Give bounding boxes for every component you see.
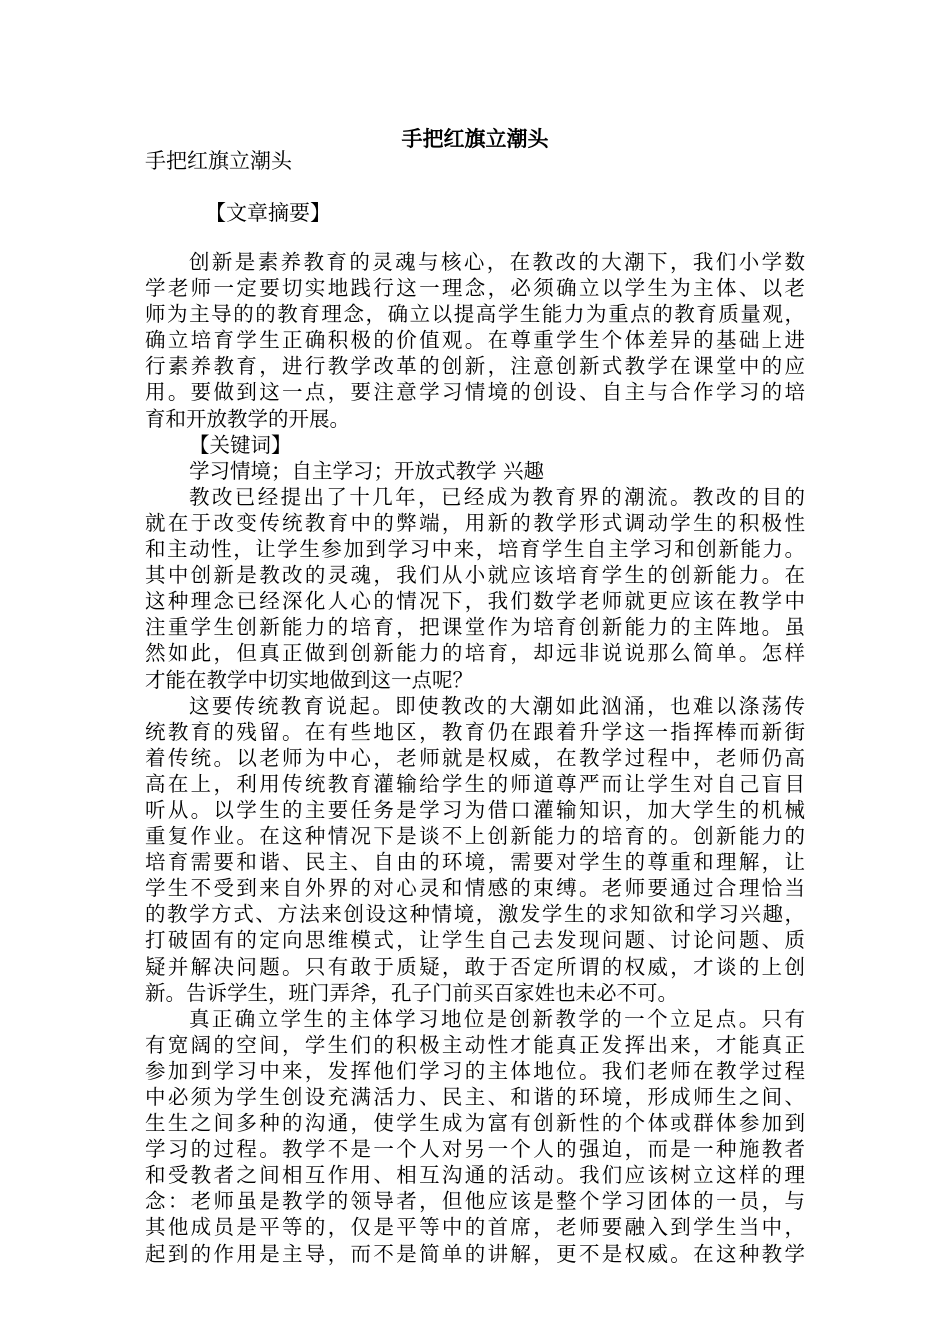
text-line: 创新是素养教育的灵魂与核心，在教改的大潮下，我们小学数 [189, 250, 805, 274]
text-line: 起到的作用是主导，而不是简单的讲解，更不是权威。在这种教学 [145, 1241, 805, 1266]
text-line: 这要传统教育说起。即使教改的大潮如此汹涌，也难以涤荡传 [189, 693, 805, 718]
text-line: 真正确立学生的主体学习地位是创新教学的一个立足点。只有 [189, 1006, 805, 1031]
text-line: 学老师一定要切实地践行这一理念，必须确立以学生为主体、以老 [145, 276, 805, 301]
text-line: 疑并解决问题。只有敢于质疑，敢于否定所谓的权威，才谈的上创 [145, 954, 805, 979]
text-line: 用。要做到这一点，要注意学习情境的创设、自主与合作学习的培 [145, 380, 805, 405]
body-text [145, 249, 805, 1267]
keywords-heading: 【关键词】 [189, 432, 292, 457]
text-line: 有宽阔的空间，学生们的积极主动性才能真正发挥出来，才能真正 [145, 1032, 805, 1057]
text-line: 念：老师虽是教学的领导者，但他应该是整个学习团体的一员，与 [145, 1189, 805, 1214]
text-line: 参加到学习中来，发挥他们学习的主体地位。我们老师在教学过程 [145, 1058, 805, 1083]
text-line: 高在上，利用传统教育灌输给学生的师道尊严而让学生对自己盲目 [145, 771, 805, 796]
text-line: 的教学方式、方法来创设这种情境，激发学生的求知欲和学习兴趣， [145, 902, 805, 927]
text-line: 重复作业。在这种情况下是谈不上创新能力的培育的。创新能力的 [145, 824, 805, 849]
text-line: 学生不受到来自外界的对心灵和情感的束缚。老师要通过合理恰当 [145, 876, 805, 901]
text-line: 学习的过程。教学不是一个人对另一个人的强迫，而是一种施教者 [145, 1137, 805, 1162]
text-line: 其中创新是教改的灵魂，我们从小就应该培育学生的创新能力。在 [145, 563, 805, 588]
text-line: 确立培育学生正确积极的价值观。在尊重学生个体差异的基础上进 [145, 328, 805, 353]
text-line: 才能在教学中切实地做到这一点呢？ [145, 667, 473, 692]
text-line: 师为主导的的教育理念，确立以提高学生能力为重点的教育质量观， [145, 302, 805, 327]
abstract-heading: 【文章摘要】 [205, 201, 331, 225]
text-line: 就在于改变传统教育中的弊端，用新的教学形式调动学生的积极性 [145, 510, 805, 535]
text-line: 和受教者之间相互作用、相互沟通的活动。我们应该树立这样的理 [145, 1163, 805, 1188]
text-line: 打破固有的定向思维模式，让学生自己去发现问题、讨论问题、质 [145, 928, 805, 953]
text-line: 听从。以学生的主要任务是学习为借口灌输知识，加大学生的机械 [145, 797, 805, 822]
text-line: 着传统。以老师为中心，老师就是权威，在教学过程中，老师仍高 [145, 745, 805, 770]
text-line: 然如此，但真正做到创新能力的培育，却远非说说那么简单。怎样 [145, 641, 805, 666]
document-subtitle: 手把红旗立潮头 [145, 149, 292, 173]
text-line: 这种理念已经深化人心的情况下，我们数学老师就更应该在教学中 [145, 589, 805, 614]
text-line: 生生之间多种的沟通，使学生成为富有创新性的个体或群体参加到 [145, 1111, 805, 1136]
text-line: 新。告诉学生，班门弄斧，孔子门前买百家姓也未必不可。 [145, 980, 678, 1005]
text-line: 注重学生创新能力的培育，把课堂作为培育创新能力的主阵地。虽 [145, 615, 805, 640]
text-line: 其他成员是平等的，仅是平等中的首席，老师要融入到学生当中， [145, 1215, 805, 1240]
keywords-list: 学习情境；自主学习；开放式教学 兴趣 [189, 458, 545, 483]
document-title: 手把红旗立潮头 [401, 126, 549, 151]
text-line: 统教育的残留。在有些地区，教育仍在跟着升学这一指挥棒而新街 [145, 719, 805, 744]
text-line: 和主动性，让学生参加到学习中来，培育学生自主学习和创新能力。 [145, 537, 805, 562]
text-line: 育和开放教学的开展。 [145, 406, 350, 431]
text-line: 教改已经提出了十几年，已经成为教育界的潮流。教改的目的 [189, 484, 805, 509]
text-line: 中必须为学生创设充满活力、民主、和谐的环境，形成师生之间、 [145, 1085, 805, 1109]
text-line: 行素养教育，进行教学改革的创新，注意创新式教学在课堂中的应 [145, 354, 805, 379]
text-line: 培育需要和谐、民主、自由的环境，需要对学生的尊重和理解，让 [145, 850, 805, 875]
